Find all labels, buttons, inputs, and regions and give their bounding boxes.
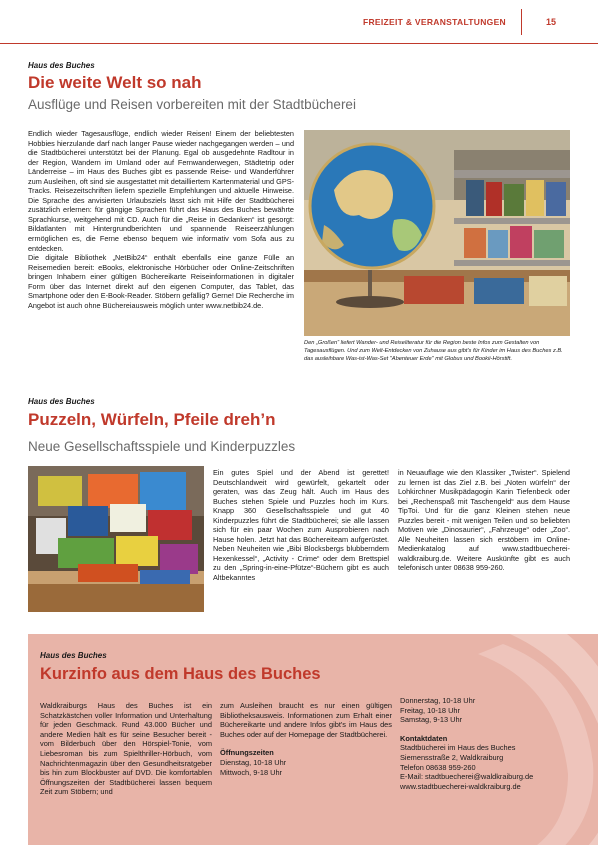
globe-photo-caption: Den „Großen“ liefert Wander- und Reiseliteratur für die Region beste Infos zum Gestalten von Tagesausflügen. Und zum Welt-Entdecken von Zuhause aus gibt's für Kinder im Haus des Buches z.B. das ausleihbare Was-ist-Was-Set "Abenteuer Erde" mit Globus und Bookii-Hörstift. — [304, 340, 563, 363]
infobox-column-2-text: zum Ausleihen braucht es nur einen gültigen Bibliotheksausweis. Informationen zum Erhalt einer Büchereikarte und andere Infos gibt's im Haus des Buches oder auf der Homepage der Stadtbücherei. — [220, 701, 392, 739]
contact-name: Stadtbücherei im Haus des Buches — [400, 743, 516, 753]
article1-subtitle: Ausflüge und Reisen vorbereiten mit der Stadtbücherei — [28, 97, 356, 112]
contact-address: Siemensstraße 2, Waldkraiburg — [400, 752, 504, 762]
article1-kicker: Haus des Buches — [28, 61, 95, 70]
hours-line: Mittwoch, 9-18 Uhr — [220, 767, 283, 777]
article1-body — [28, 129, 294, 310]
article2-column-1 — [213, 468, 389, 583]
infobox-column-3 — [400, 696, 590, 791]
article1-paragraph: Endlich wieder Tagesausflüge, endlich wieder Reisen! Einem der beliebtesten Hobbies hierzulande darf nach langer Pause wieder nachgegangen werden – und die Stadtbücherei unterstützt bei der Planung. Egal ob ausgedehnte Radltour in der Region, Wandern im Umland oder auf Fernwanderwegen, Städtetrip oder Länderreise – im Haus des Buches gibt es passende Reise- und Wanderführer zum Ausleihen, oft sind sie ausgestattet mit detailliertem Kartenmaterial und GPS-Tracks. Reisezeitschriften liefern spezielle Empfehlungen und aktuelle Hinweise. Die Sprache des anvisierten Urlaubsziels lässt sich mit Hilfe der Stadtbücherei zusätzlich erlernen: für gängige Sprachen führt das Haus des Buches bewährte Sprachkurse, weitgehend mit CD. Auch für die „Reise in Gedanken“ ist gesorgt: Bildatlanten mit Hintergrundberichten und spannende Reiseerzählungen ermöglichen es, die Ferne ebenso bequem wie informativ vom Sofa aus zu entdecken. — [28, 129, 294, 253]
contact-phone: Telefon 08638 959-260 — [400, 762, 476, 772]
hours-line: Freitag, 10-18 Uhr — [400, 705, 460, 715]
article2-paragraph: Ein gutes Spiel und der Abend ist gerettet! Deutschlandweit wird gewürfelt, gekartelt oder geraten, was das Zeug hält. Auch im Haus des Buches stehen Spiele und Puzzles hoch im Kurs. Knapp 360 Gesellschaftsspiele und gut 40 Kinderpuzzles führt die Stadtbücherei; sie alle lassen sich für ein paar Wochen zum Ausprobieren nach Hause holen. Jetzt hat das Büchereiteam aufgerüstet. Neben Neuheiten wie „Bibi Blocksbergs blubberndem Hexenkessel“, „Activity - Crime“ oder dem Brettspiel zu den „Spring-in-eine-Pfütze“-Büchern gibt es auch Altbekanntes — [213, 468, 389, 583]
games-photo — [28, 466, 204, 612]
hours-heading: Öffnungszeiten — [220, 748, 274, 758]
infobox-kicker: Haus des Buches — [40, 651, 107, 660]
article2-paragraph: in Neuauflage wie den Klassiker „Twister“. Spielend zu lernen ist das Ziel z.B. bei „Noten würfeln“ der Lohkirchner Musikpädagogin Karin Tiefenbeck oder bei „Rechenspaß mit Taschengeld“ aus dem Hause TipToi. Und für die ganz Kleinen stehen neue Puzzles bereit - mit wenigen Teilen und so beliebten Motiven wie „Dinosaurier“, „Fahrzeuge“ oder „Zoo“. Alle Neuheiten lassen sich erstöbern im Online-Medienkatalog auf www.stadtbuecherei-waldkraiburg.de. Weitere Auskünfte gibt es auch telefonisch unter 08638 959-260. — [398, 468, 570, 573]
infobox-column-1: Waldkraiburgs Haus des Buches ist ein Schatzkästchen voller Information und Unterhaltung für jeden Geschmack. Rund 43.000 Bücher und andere Medien hält es für seine Besucher bereit - vom Bilderbuch über den Hörspiel-Tonie, vom Liebesroman bis zum Spielthriller-Hörbuch, vom Nachrichtenmagazin über den Gesundheitsratgeber bis hin zum Blockbuster auf DVD. Die komfortablen Öffnungszeiten der Stadtbücherei lassen bequem Zeit zum Stöbern; und — [40, 701, 212, 797]
article1-title: Die weite Welt so nah — [28, 73, 202, 92]
hours-line: Dienstag, 10-18 Uhr — [220, 757, 287, 767]
article2-title: Puzzeln, Würfeln, Pfeile dreh’n — [28, 410, 276, 429]
header-divider — [521, 9, 522, 35]
article2-kicker: Haus des Buches — [28, 397, 95, 406]
contact-website: www.stadtbuecherei-waldkraiburg.de — [400, 781, 521, 791]
globe-photo — [304, 130, 570, 336]
hours-line: Donnerstag, 10-18 Uhr — [400, 696, 476, 705]
header-rule — [0, 43, 598, 44]
article2-subtitle: Neue Gesellschaftsspiele und Kinderpuzzles — [28, 439, 296, 454]
article2-column-2 — [398, 468, 570, 573]
hours-line: Samstag, 9-13 Uhr — [400, 715, 463, 725]
page-number: 15 — [545, 17, 556, 27]
article1-paragraph: Die digitale Bibliothek „NetBib24“ enthält ebenfalls eine ganze Fülle an Reisemedien bereit: eBooks, elektronische Hörbücher oder Online-Zeitschriften bringen Inhabern einer gültigen Büchereikarte Reiseinformationen in digitaler Form über das Internet direkt auf den eigenen Computer, das Tablet, das Smartphone oder den E-Book-Reader. Stöbern gefällig? Gerne! Die Recherche im Angebot ist auch ohne Büchereiausweis möglich unter www.netbib24.de. — [28, 253, 294, 310]
infobox-column-2 — [220, 701, 392, 777]
page-header — [0, 0, 598, 44]
contact-heading: Kontaktdaten — [400, 733, 448, 743]
contact-email: E-Mail: stadtbuecherei@waldkraiburg.de — [400, 772, 534, 782]
info-box — [28, 634, 598, 845]
section-label: FREIZEIT & VERANSTALTUNGEN — [362, 17, 506, 27]
infobox-title: Kurzinfo aus dem Haus des Buches — [40, 665, 321, 683]
